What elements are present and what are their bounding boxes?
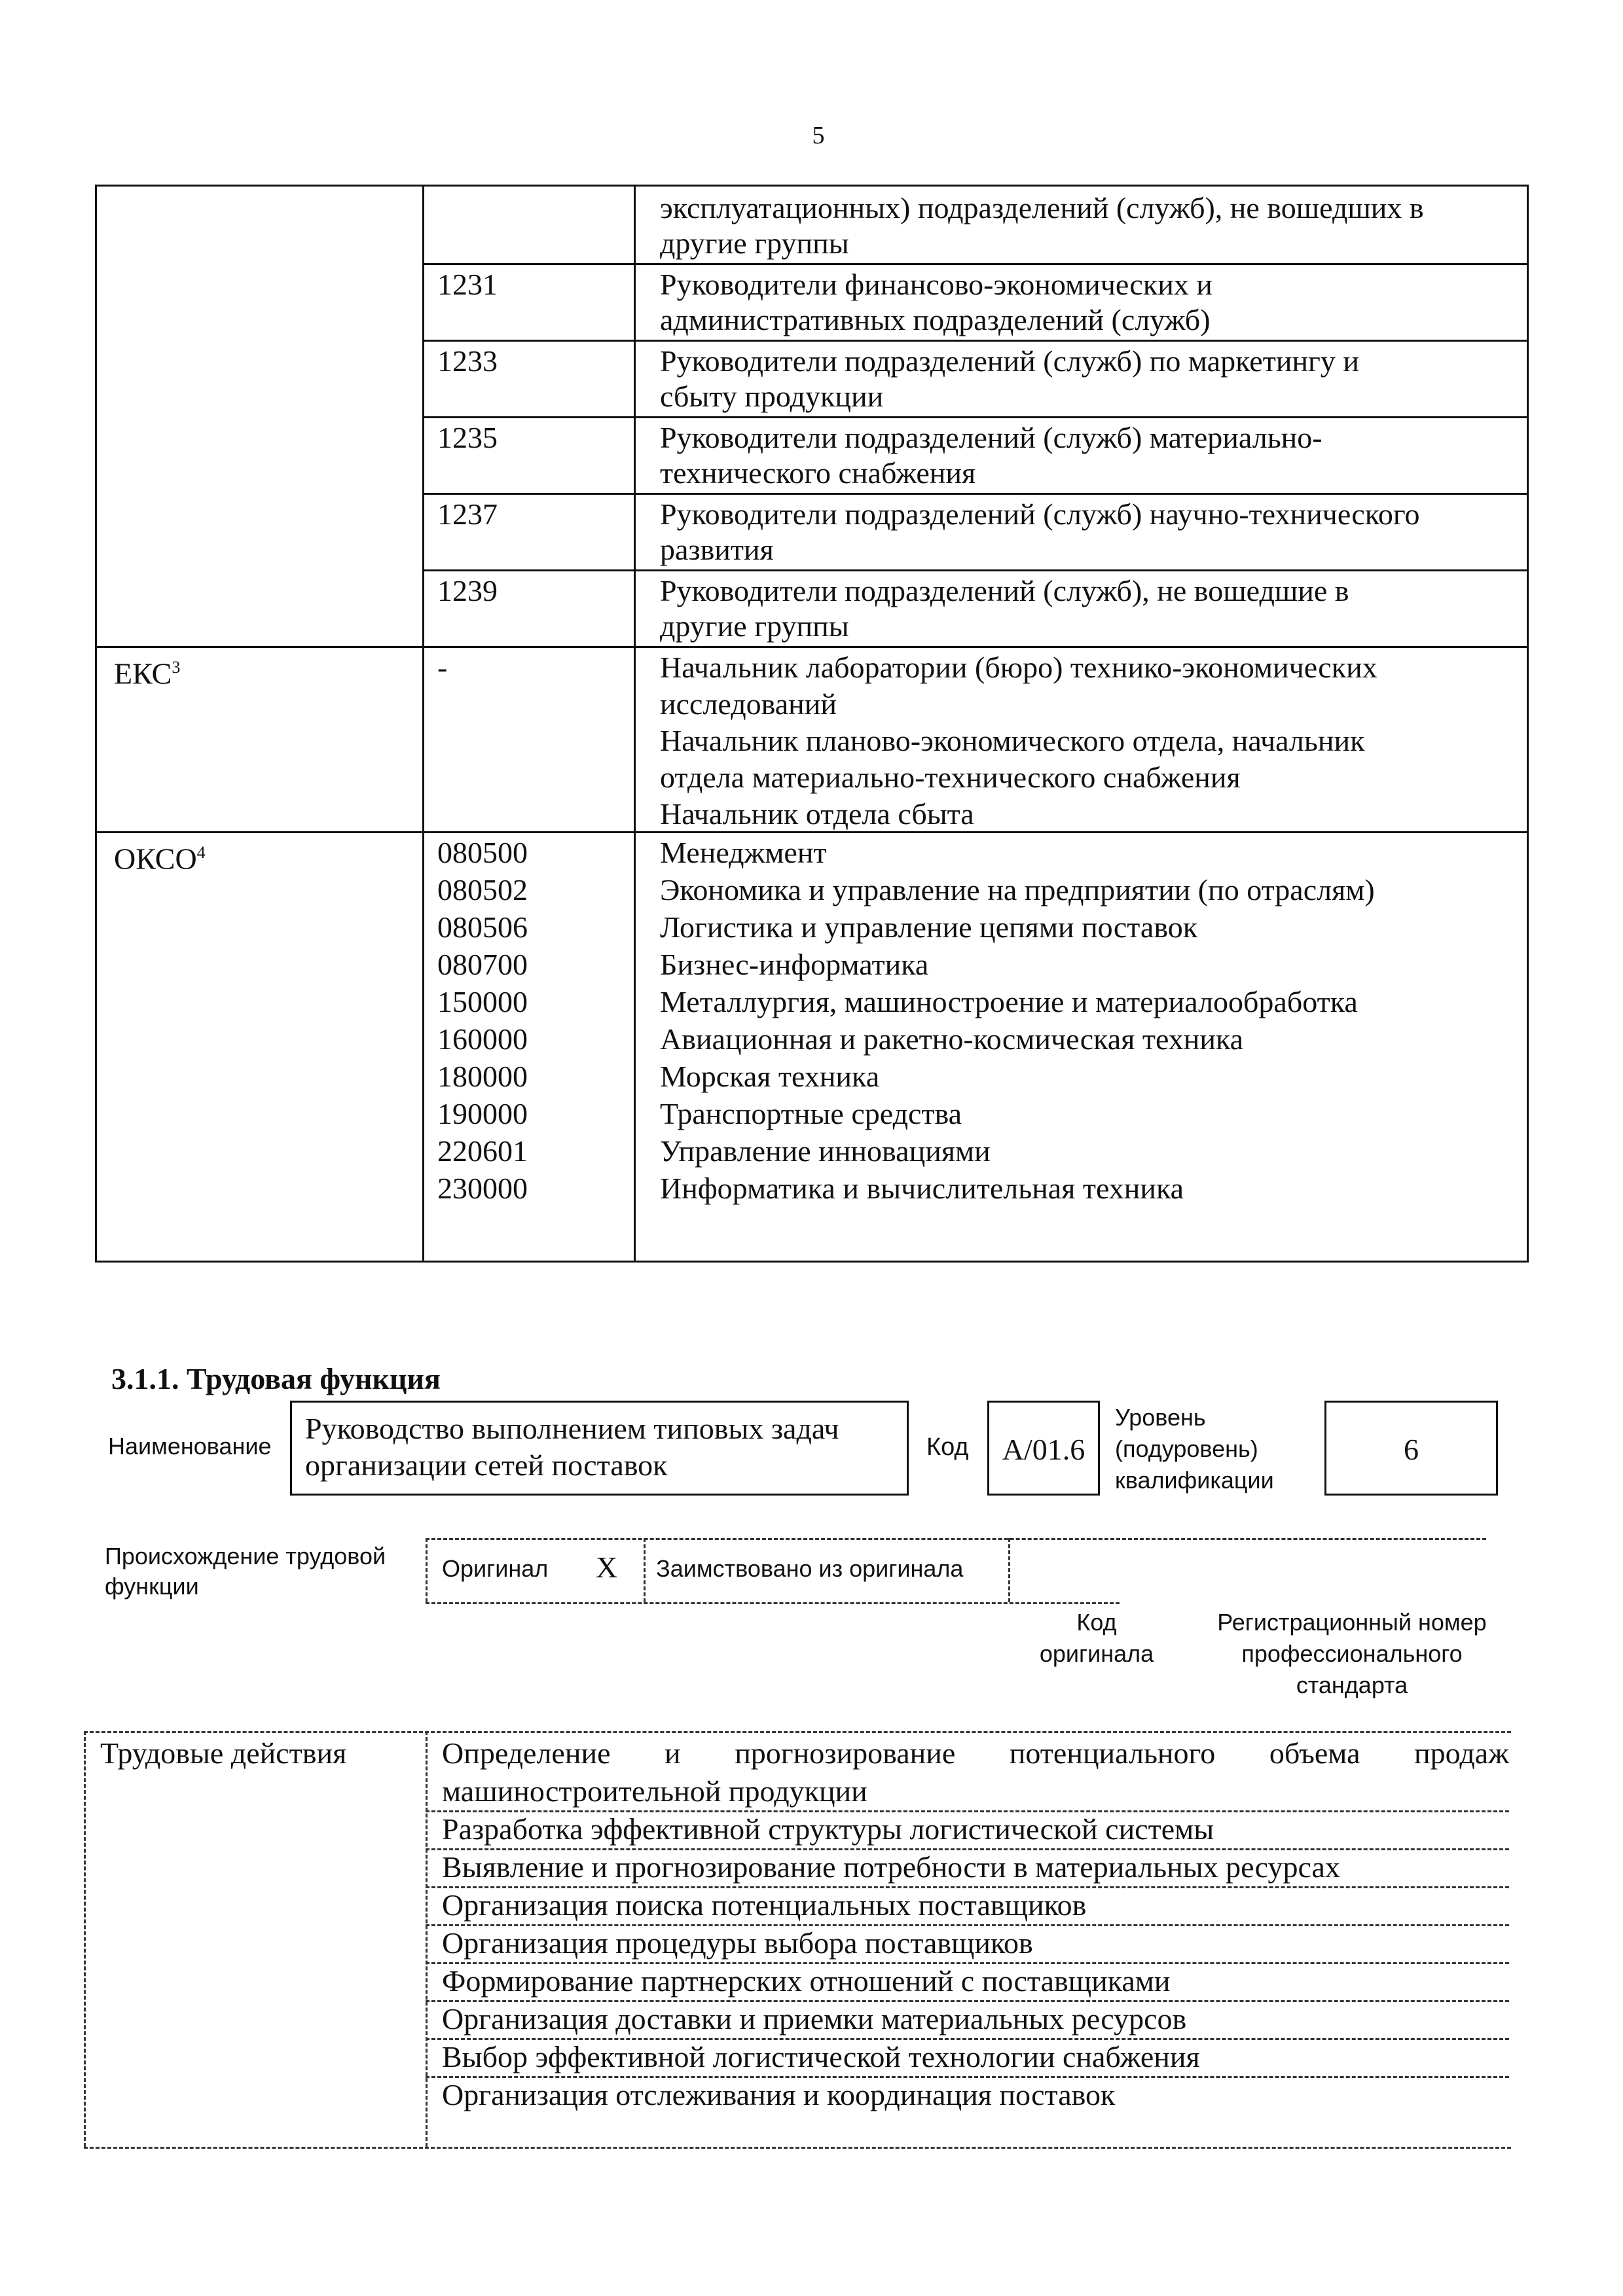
okso-description: Авиационная и ракетно-космическая техника bbox=[660, 1022, 1244, 1056]
table-cell-code: 1239 bbox=[437, 574, 498, 607]
okso-description: Логистика и управление цепями поставок bbox=[660, 910, 1198, 944]
table-cell-desc: исследований bbox=[660, 687, 837, 721]
table-cell-desc: развития bbox=[660, 533, 774, 566]
okso-description: Бизнес-информатика bbox=[660, 948, 929, 981]
classification-table bbox=[95, 185, 1529, 1263]
table-cell-desc: Начальник отдела сбыта bbox=[660, 797, 974, 831]
table-cell-desc: эксплуатационных) подразделений (служб), не вошедших в bbox=[660, 191, 1424, 224]
table-cell-desc: другие группы bbox=[660, 226, 849, 260]
okso-code: 180000 bbox=[437, 1060, 528, 1093]
origin-label: Происхождение трудовой функции bbox=[105, 1543, 386, 1600]
table-cell-desc: технического снабжения bbox=[660, 456, 976, 490]
okso-code: 080700 bbox=[437, 948, 528, 981]
code-label: Код bbox=[926, 1433, 969, 1461]
okso-code: 080500 bbox=[437, 836, 528, 869]
code-value: A/01.6 bbox=[1002, 1433, 1085, 1466]
table-divider bbox=[634, 187, 636, 1261]
okso-description: Управление инновациями bbox=[660, 1134, 991, 1168]
table-divider bbox=[422, 187, 424, 1261]
table-cell-desc: отдела материально-технического снабжения bbox=[660, 761, 1241, 794]
name-label: Наименование bbox=[108, 1433, 272, 1460]
table-cell-desc: Руководители подразделений (служб), не вошедшие в bbox=[660, 574, 1349, 607]
okso-code: 150000 bbox=[437, 985, 528, 1018]
okso-code: 190000 bbox=[437, 1097, 528, 1130]
action-item: Разработка эффективной структуры логистической системы bbox=[442, 1812, 1214, 1846]
original-mark: X bbox=[596, 1551, 618, 1584]
page-number: 5 bbox=[812, 122, 825, 149]
actions-first-line: Определение и прогнозирование потенциального объема продаж bbox=[442, 1736, 1509, 1770]
table-cell-desc: Руководители подразделений (служб) материально- bbox=[660, 421, 1322, 454]
okso-code: 080502 bbox=[437, 873, 528, 906]
table-cell-code: 1235 bbox=[437, 421, 498, 454]
eks-label: ЕКС$^3$ bbox=[114, 656, 181, 691]
okso-description: Транспортные средства bbox=[660, 1097, 962, 1130]
okso-code: 230000 bbox=[437, 1172, 528, 1205]
okso-code: 080506 bbox=[437, 910, 528, 944]
okso-description: Морская техника bbox=[660, 1060, 880, 1093]
table-cell-desc: Руководители финансово-экономических и bbox=[660, 268, 1213, 301]
table-cell-desc: Начальник планово-экономического отдела, начальник bbox=[660, 724, 1365, 757]
okso-label: ОКСО$^4$ bbox=[114, 842, 206, 876]
level-label: Уровень (подуровень) квалификации bbox=[1115, 1404, 1274, 1494]
name-value-line: организации сетей поставок bbox=[305, 1448, 668, 1482]
table-cell-code: 1233 bbox=[437, 344, 498, 378]
action-item: Организация поиска потенциальных поставщиков bbox=[442, 1888, 1087, 1922]
okso-description: Информатика и вычислительная техника bbox=[660, 1172, 1184, 1205]
action-item: Организация процедуры выбора поставщиков bbox=[442, 1926, 1033, 1960]
action-item: машиностроительной продукции bbox=[442, 1774, 867, 1808]
table-cell-code: - bbox=[437, 651, 448, 684]
table-cell-desc: административных подразделений (служб) bbox=[660, 303, 1211, 336]
table-cell-desc: Руководители подразделений (служб) по маркетингу и bbox=[660, 344, 1360, 378]
code-value-box bbox=[987, 1401, 1100, 1496]
table-cell-desc: Руководители подразделений (служб) научно-технического bbox=[660, 497, 1420, 531]
table-cell-desc: сбыту продукции bbox=[660, 380, 884, 413]
okso-description: Металлургия, машиностроение и материалообработка bbox=[660, 985, 1358, 1018]
registration-number-label: Регистрационный номер профессионального стандарта bbox=[1217, 1609, 1487, 1698]
okso-description: Экономика и управление на предприятии (по отраслям) bbox=[660, 873, 1375, 906]
okso-code: 220601 bbox=[437, 1134, 528, 1168]
table-cell-desc: другие группы bbox=[660, 609, 849, 643]
action-item: Выявление и прогнозирование потребности в материальных ресурсах bbox=[442, 1850, 1340, 1884]
level-value: 6 bbox=[1404, 1433, 1419, 1466]
section-title: 3.1.1. Трудовая функция bbox=[111, 1362, 441, 1395]
action-item: Формирование партнерских отношений с поставщиками bbox=[442, 1964, 1171, 1998]
name-value-line: Руководство выполнением типовых задач bbox=[305, 1412, 839, 1445]
original-label: Оригинал bbox=[442, 1555, 549, 1582]
name-value-box bbox=[290, 1401, 909, 1496]
table-cell-desc: Начальник лаборатории (бюро) технико-экономических bbox=[660, 651, 1377, 684]
action-item: Выбор эффективной логистической технологии снабжения bbox=[442, 2040, 1200, 2073]
original-code-label: Код оригинала bbox=[1039, 1609, 1154, 1667]
actions-label: Трудовые действия bbox=[100, 1736, 347, 1770]
table-cell-code: 1231 bbox=[437, 268, 498, 301]
okso-code: 160000 bbox=[437, 1022, 528, 1056]
borrowed-label: Заимствовано из оригинала bbox=[656, 1555, 964, 1582]
action-item: Организация доставки и приемки материальных ресурсов bbox=[442, 2002, 1187, 2036]
table-cell-code: 1237 bbox=[437, 497, 498, 531]
level-value-box bbox=[1324, 1401, 1498, 1496]
action-item: Организация отслеживания и координация поставок bbox=[442, 2078, 1116, 2111]
okso-description: Менеджмент bbox=[660, 836, 827, 869]
